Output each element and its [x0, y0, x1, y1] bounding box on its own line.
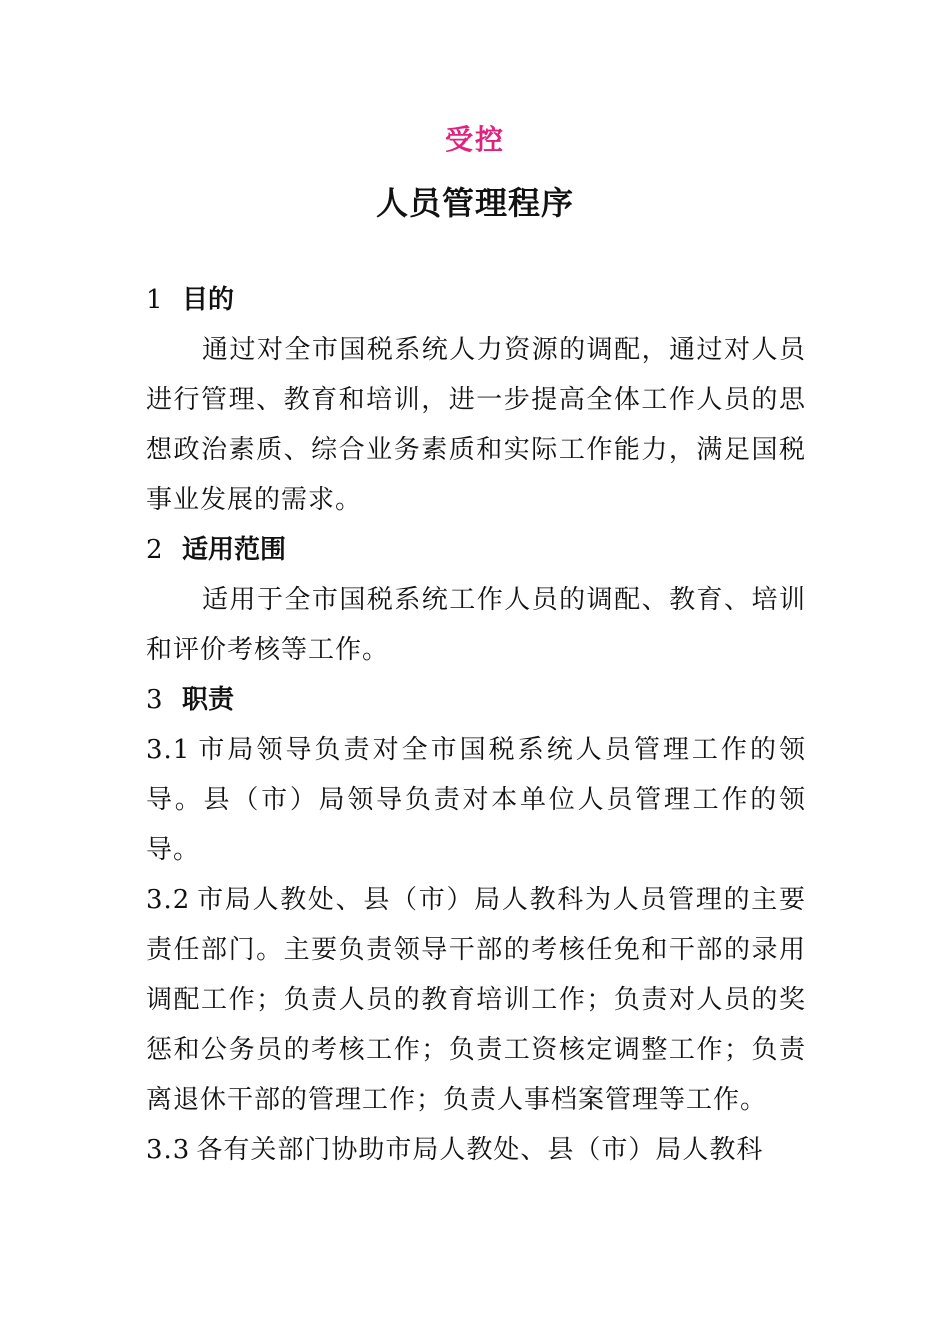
section-heading-scope — [146, 525, 806, 575]
controlled-stamp-text: 受控 — [444, 123, 505, 156]
duty-item-text: 各有关部门协助市局人教处、县（市）局人教科 — [196, 1135, 764, 1165]
document-title: 人员管理程序 — [375, 184, 574, 222]
document-body — [146, 275, 806, 1175]
duty-item-number: 3.1 — [146, 735, 191, 765]
section-title: 职责 — [182, 685, 235, 715]
section-number: 1 — [146, 285, 163, 315]
duty-item — [146, 875, 806, 1125]
section-heading-purpose — [146, 275, 806, 325]
controlled-stamp — [0, 118, 950, 158]
duty-item-number: 3.3 — [146, 1135, 191, 1165]
section-number: 2 — [146, 535, 163, 565]
section-paragraph-purpose: 通过对全市国税系统人力资源的调配，通过对人员进行管理、教育和培训，进一步提高全体工作人员的思想政治素质、综合业务素质和实际工作能力，满足国税事业发展的需求。 — [146, 335, 806, 515]
section-title: 目的 — [182, 285, 235, 315]
section-title: 适用范围 — [182, 535, 287, 565]
duty-item-text: 市局人教处、县（市）局人教科为人员管理的主要责任部门。主要负责领导干部的考核任免和干部的录用调配工作；负责人员的教育培训工作；负责对人员的奖惩和公务员的考核工作；负责工资核定调整工作；负责离退休干部的管理工作；负责人事档案管理等工作。 — [146, 885, 806, 1115]
duty-item-number: 3.2 — [146, 885, 191, 915]
section-number: 3 — [146, 685, 163, 715]
section-paragraph-scope: 适用于全市国税系统工作人员的调配、教育、培训和评价考核等工作。 — [146, 585, 806, 665]
duty-item — [146, 725, 806, 875]
duty-item-text: 市局领导负责对全市国税系统人员管理工作的领导。县（市）局领导负责对本单位人员管理工作的领导。 — [146, 735, 806, 865]
duty-item — [146, 1125, 806, 1175]
section-heading-duties — [146, 675, 806, 725]
